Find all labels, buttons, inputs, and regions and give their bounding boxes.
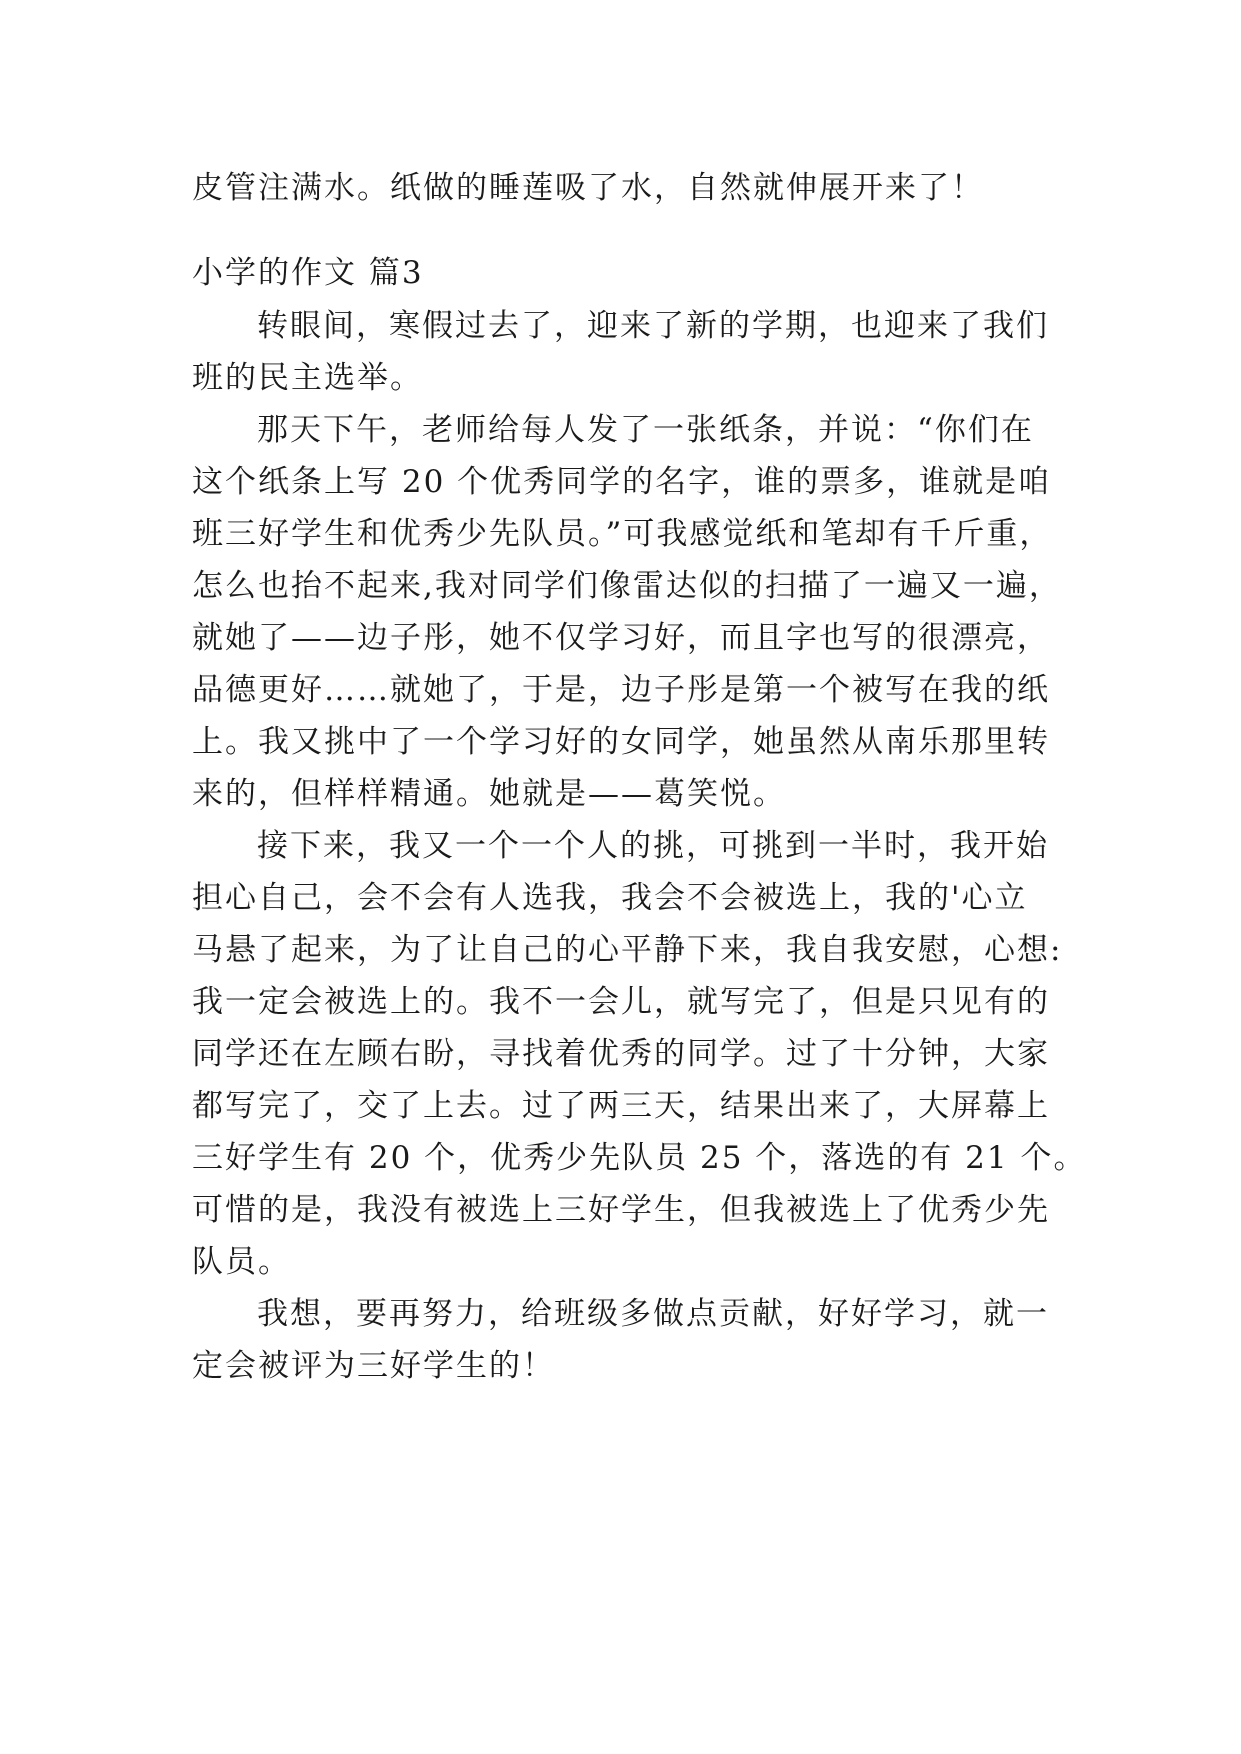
paragraph-1-line-2: 班的民主选举。 bbox=[192, 360, 423, 396]
section-title: 小学的作文 篇3 bbox=[192, 255, 424, 291]
paragraph-2-line-5: 就她了——边子彤，她不仅学习好，而且字也写的很漂亮， bbox=[192, 620, 1050, 656]
paragraph-3-line-7: 三好学生有 20 个，优秀少先队员 25 个，落选的有 21 个。 bbox=[192, 1140, 1087, 1176]
paragraph-3-line-8: 可惜的是，我没有被选上三好学生，但我被选上了优秀少先 bbox=[192, 1192, 1050, 1228]
paragraph-3-line-6: 都写完了，交了上去。过了两三天，结果出来了，大屏幕上 bbox=[192, 1088, 1050, 1124]
paragraph-3-line-3: 马悬了起来，为了让自己的心平静下来，我自我安慰，心想: bbox=[192, 932, 1063, 968]
paragraph-2-line-7: 上。我又挑中了一个学习好的女同学，她虽然从南乐那里转 bbox=[192, 724, 1050, 760]
paragraph-3-line-2: 担心自己，会不会有人选我，我会不会被选上，我的'心立 bbox=[192, 880, 1028, 916]
paragraph-4-line-1: 我想，要再努力，给班级多做点贡献，好好学习，就一 bbox=[257, 1296, 1049, 1332]
paragraph-3-line-4: 我一定会被选上的。我不一会儿，就写完了，但是只见有的 bbox=[192, 984, 1050, 1020]
paragraph-3-line-1: 接下来，我又一个一个人的挑，可挑到一半时，我开始 bbox=[257, 828, 1049, 864]
paragraph-3-line-9: 队员。 bbox=[192, 1244, 291, 1280]
paragraph-2-line-2: 这个纸条上写 20 个优秀同学的名字，谁的票多，谁就是咱 bbox=[192, 464, 1052, 500]
paragraph-2-line-6: 品德更好……就她了，于是，边子彤是第一个被写在我的纸 bbox=[192, 672, 1050, 708]
paragraph-2-line-1: 那天下午，老师给每人发了一张纸条，并说：“你们在 bbox=[257, 412, 1034, 448]
paragraph-2-line-8: 来的，但样样精通。她就是——葛笑悦。 bbox=[192, 776, 786, 812]
paragraph-4-line-2: 定会被评为三好学生的！ bbox=[192, 1348, 555, 1384]
paragraph-3-line-5: 同学还在左顾右盼，寻找着优秀的同学。过了十分钟，大家 bbox=[192, 1036, 1050, 1072]
fragment-line: 皮管注满水。纸做的睡莲吸了水，自然就伸展开来了！ bbox=[192, 170, 984, 206]
paragraph-2-line-4: 怎么也抬不起来,我对同学们像雷达似的扫描了一遍又一遍， bbox=[192, 568, 1062, 604]
paragraph-1-line-1: 转眼间，寒假过去了，迎来了新的学期，也迎来了我们 bbox=[257, 308, 1049, 344]
paragraph-2-line-3: 班三好学生和优秀少先队员。”可我感觉纸和笔却有千斤重， bbox=[192, 516, 1053, 552]
